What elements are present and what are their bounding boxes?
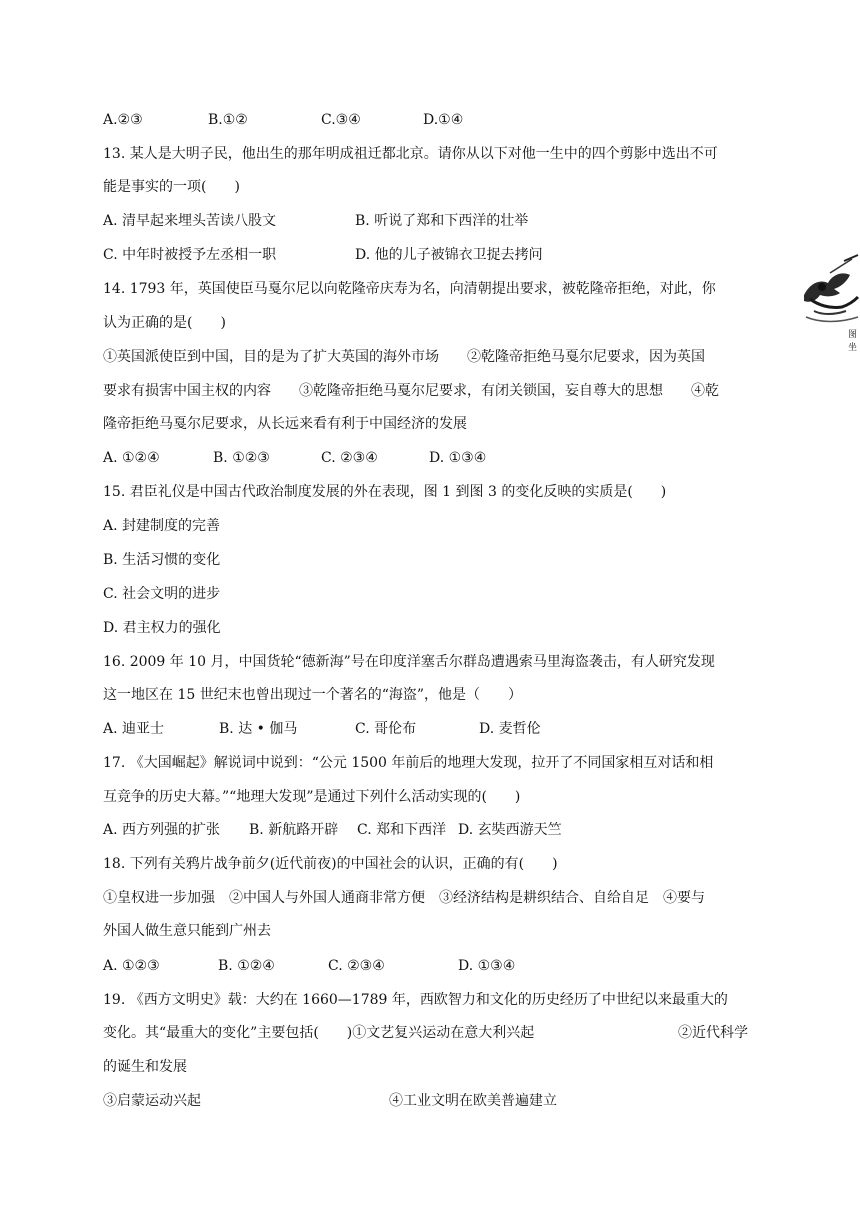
q12-option-c: C.③④ — [321, 112, 361, 128]
q17-option-d: D. 玄奘西游天竺 — [458, 822, 562, 838]
q19-item-4: ④工业文明在欧美普遍建立 — [389, 1093, 557, 1109]
q14-items-line2: 要求有损害中国主权的内容 ③乾隆帝拒绝马戛尔尼要求，有闭关锁国，妄自尊大的思想 ④乾 — [103, 383, 719, 399]
q15-option-d: D. 君主权力的强化 — [103, 620, 221, 636]
q16-option-d: D. 麦哲伦 — [479, 721, 541, 737]
q18-option-a: A. ①②③ — [103, 958, 160, 974]
q14-items-line3: 隆帝拒绝马戛尔尼要求，从长远来看有利于中国经济的发展 — [103, 416, 467, 432]
side-figure-caption-2: 坐 — [848, 343, 858, 353]
q16-stem-line1: 16. 2009 年 10 月，中国货轮“德新海”号在印度洋塞舌尔群岛遭遇索马里海盗袭击，有人研究发现 — [103, 654, 715, 670]
q15-option-a: A. 封建制度的完善 — [103, 518, 221, 534]
side-figure-caption-1: 图 — [848, 330, 858, 340]
q14-stem-line2: 认为正确的是( ) — [103, 315, 226, 331]
q13-option-b: B. 听说了郑和下西洋的壮举 — [355, 213, 529, 229]
q16-option-a: A. 迪亚士 — [103, 721, 165, 737]
q17-stem-line1: 17. 《大国崛起》解说词中说到：“公元 1500 年前后的地理大发现，拉开了不同国家相互对话和相 — [103, 755, 714, 771]
q13-stem-line1: 13. 某人是大明子民，他出生的那年明成祖迁都北京。请你从以下对他一生中的四个剪影中选出不可 — [103, 146, 718, 162]
q18-stem: 18. 下列有关鸦片战争前夕(近代前夜)的中国社会的认识，正确的有( ) — [103, 856, 558, 872]
q18-option-d: D. ①③④ — [458, 958, 516, 974]
q14-option-c: C. ②③④ — [321, 450, 378, 466]
q19-stem-line3: 的诞生和发展 — [103, 1059, 187, 1075]
q19-stem-line1: 19. 《西方文明史》载：大约在 1660—1789 年，西欧智力和文化的历史经历了中世纪以来最重大的 — [103, 992, 728, 1008]
q13-option-d: D. 他的儿子被锦衣卫捉去拷问 — [355, 247, 543, 263]
q18-items-line2: 外国人做生意只能到广州去 — [103, 923, 271, 939]
q17-option-b: B. 新航路开辟 — [249, 822, 339, 838]
q19-item-2: ②近代科学 — [678, 1025, 748, 1041]
q15-stem: 15. 君臣礼仪是中国古代政治制度发展的外在表现，图 1 到图 3 的变化反映的实质是( ) — [103, 484, 667, 500]
q16-option-c: C. 哥伦布 — [355, 721, 417, 737]
q19-item-3: ③启蒙运动兴起 — [103, 1093, 201, 1109]
q14-option-d: D. ①③④ — [429, 450, 487, 466]
q18-option-b: B. ①②④ — [218, 958, 275, 974]
q14-option-a: A. ①②④ — [103, 450, 160, 466]
q17-stem-line2: 互竞争的历史大幕。”“地理大发现”是通过下列什么活动实现的( ) — [103, 789, 521, 805]
q12-option-a: A.②③ — [103, 112, 143, 128]
q13-stem-line2: 能是事实的一项( ) — [103, 179, 240, 195]
q16-option-b: B. 达 • 伽马 — [219, 721, 298, 737]
q17-option-c: C. 郑和下西洋 — [357, 822, 447, 838]
q15-option-c: C. 社会文明的进步 — [103, 586, 221, 602]
q12-option-d: D.①④ — [423, 112, 464, 128]
q16-stem-line2: 这一地区在 15 世纪末也曾出现过一个著名的“海盗”，他是（ ） — [103, 687, 523, 703]
q19-stem-line2-main: 变化。其“最重大的变化”主要包括( )①文艺复兴运动在意大利兴起 — [103, 1025, 535, 1041]
q14-option-b: B. ①②③ — [213, 450, 270, 466]
q17-option-a: A. 西方列强的扩张 — [103, 822, 221, 838]
q18-items-line1: ①皇权进一步加强 ②中国人与外国人通商非常方便 ③经济结构是耕织结合、自给自足 ④要与 — [103, 890, 705, 906]
q14-stem-line1: 14. 1793 年，英国使臣马戛尔尼以向乾隆帝庆寿为名，向清朝提出要求，被乾隆帝拒绝，对此，你 — [103, 281, 716, 297]
q13-option-c: C. 中年时被授予左丞相一职 — [103, 247, 277, 263]
q18-option-c: C. ②③④ — [328, 958, 385, 974]
q12-option-b: B.①② — [208, 112, 248, 128]
q15-option-b: B. 生活习惯的变化 — [103, 552, 221, 568]
q14-items-line1: ①英国派使臣到中国，目的是为了扩大英国的海外市场 ②乾隆帝拒绝马戛尔尼要求，因为英国 — [103, 349, 705, 365]
q13-option-a: A. 清早起来埋头苦读八股文 — [103, 213, 277, 229]
